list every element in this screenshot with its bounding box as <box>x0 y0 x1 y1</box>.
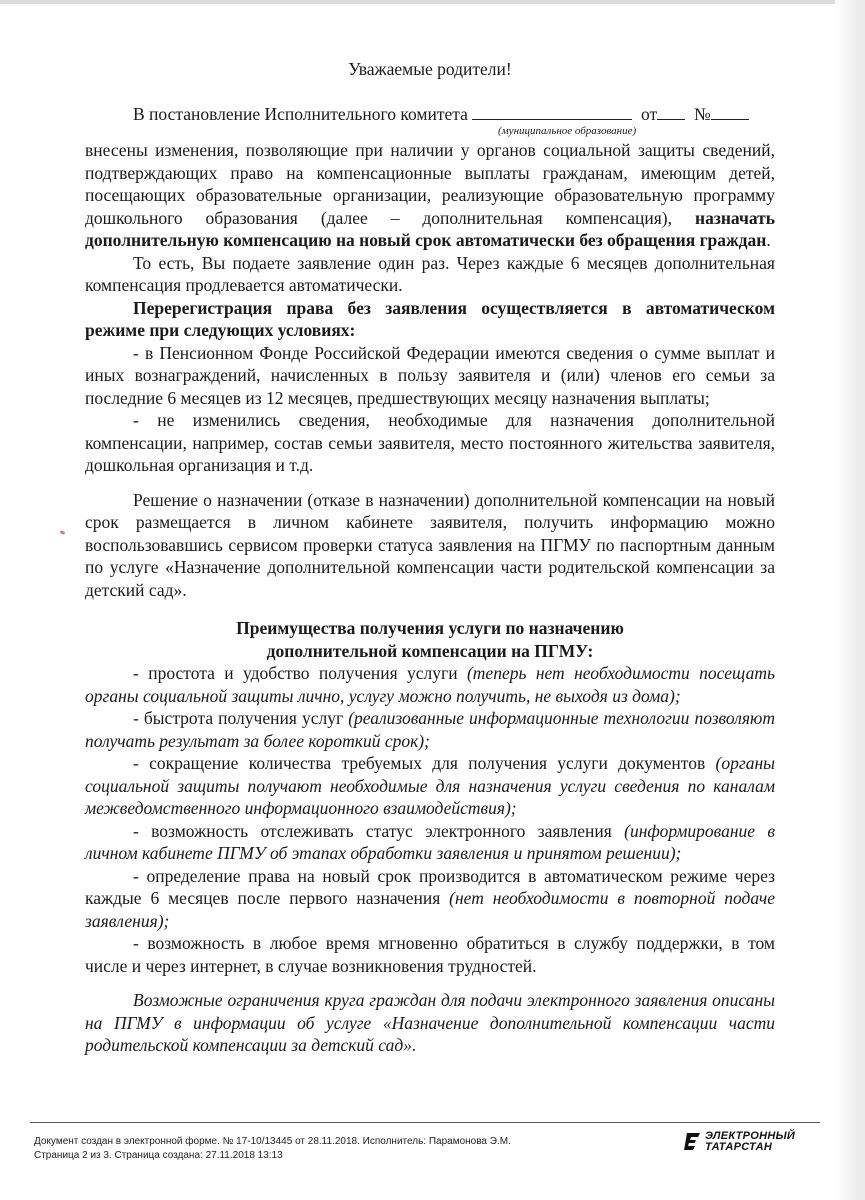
scan-right-edge <box>835 0 865 1200</box>
advantages-heading <box>85 617 775 662</box>
footer-line: Документ создан в электронной форме. № 17-10/13445 от 28.11.2018. Исполнитель: Парамонова Э.М. <box>34 1136 511 1147</box>
intro-continuation: внесены изменения, позволяющие при наличии у органов социальной защиты сведений, подтверждающих право на компенсационные выплаты гражданам, имеющим детей, посещающих образовательные организации, реализующие образовательную программу дошкольного образования (далее – дополнительная компенсация), <box>85 140 775 228</box>
decision-paragraph: Решение о назначении (отказе в назначении) дополнительной компенсации на новый срок размещается в личном кабинете заявителя, получить информацию можно воспользовавшись сервисом проверки статуса заявления на ПГМУ по паспортным данным по услуге «Назначение дополнительной компенсации части родительской компенсации за детский сад». <box>85 489 775 600</box>
advantage-text: - быстрота получения услуг <box>133 708 349 728</box>
ink-mark <box>60 530 66 535</box>
advantage-note: (нет необходимости в повторной подаче заявления); <box>85 888 775 931</box>
advantage-item <box>85 932 775 977</box>
advantage-note: (органы социальной защиты получают необходимые для назначения услуги сведения по каналам межведомственного информационного взаимодействия); <box>85 753 775 818</box>
intro-bold: назначать дополнительную компенсацию на новый срок автоматически без обращения граждан <box>85 207 775 250</box>
advantage-text: - определение права на новый срок производится в автоматическом режиме через каждые 6 месяцев после первого назначения <box>85 865 775 908</box>
footer <box>34 1135 511 1163</box>
logo-text <box>705 1131 795 1153</box>
advantage-item <box>85 707 775 752</box>
intro-first-line <box>85 103 775 137</box>
advantage-note: (информирование в личном кабинете ПГМУ об этапах обработки заявления и принятом решении); <box>85 820 775 863</box>
logo-line: ЭЛЕКТРОННЫЙ <box>705 1130 796 1142</box>
advantage-text: - сокращение количества требуемых для получения услуги документов <box>133 753 716 773</box>
intro-paragraph <box>85 139 775 252</box>
advantage-item <box>85 662 775 707</box>
advantage-text: - возможность в любое время мгновенно обратиться в службу поддержки, в том числе и через интернет, в случае возникновения трудностей. <box>85 933 775 976</box>
letter-body <box>85 58 775 1057</box>
advantage-item <box>85 752 775 820</box>
municipality-blank <box>472 103 632 120</box>
advantage-text: - простота и удобство получения услуги <box>133 663 467 683</box>
advantage-item <box>85 820 775 865</box>
municipality-note: (муниципальное образование) <box>498 124 637 137</box>
number-blank <box>711 103 749 120</box>
paragraph-once: То есть, Вы подаете заявление один раз. Через каждые 6 месяцев дополнительная компенсация продлевается автоматически. <box>85 252 775 295</box>
intro-end: . <box>766 230 771 250</box>
number-label: № <box>693 103 711 124</box>
date-blank <box>657 103 685 120</box>
condition-item: - не изменились сведения, необходимые для назначения дополнительной компенсации, например, состав семьи заявителя, место постоянного жительства заявителя, дошкольная организация и т.д. <box>85 410 775 475</box>
from-label: от <box>641 103 658 124</box>
electronic-tatarstan-logo <box>683 1129 795 1155</box>
footer-divider <box>30 1122 820 1123</box>
intro-lead: В постановление Исполнительного комитета <box>133 103 468 124</box>
reregistration-heading: Перерегистрация права без заявления осуществляется в автоматическом режиме при следующих условиях: <box>85 297 775 340</box>
logo-mark-icon <box>683 1129 703 1155</box>
advantages-heading-line: дополнительной компенсации на ПГМУ: <box>266 640 594 661</box>
advantage-text: - возможность отслеживать статус электронного заявления <box>133 820 625 841</box>
advantage-note: (реализованные информационные технологии позволяют получать результат за более короткий срок); <box>85 708 775 751</box>
scan-top-edge <box>0 0 865 4</box>
advantages-heading-line: Преимущества получения услуги по назначению <box>236 618 624 638</box>
condition-item: - в Пенсионном Фонде Российской Федерации имеются сведения о сумме выплат и иных вознаграждений, начисленных в пользу заявителя и (или) членов его семьи за последние 6 месяцев из 12 месяцев, предшествующих месяцу назначения выплаты; <box>85 342 775 408</box>
advantage-item <box>85 865 775 933</box>
logo-line: ТАТАРСТАН <box>705 1141 773 1153</box>
advantage-note: (теперь нет необходимости посещать органы социальной защиты лично, услугу можно получить, не выходя из дома); <box>85 663 775 706</box>
page-title: Уважаемые родители! <box>348 59 512 79</box>
closing-note: Возможные ограничения круга граждан для подачи электронного заявления описаны на ПГМУ в информации об услуге «Назначение дополнительной компенсации части родительской компенсации за детский сад». <box>85 990 775 1055</box>
footer-line: Страница 2 из 3. Страница создана: 27.11.2018 13:13 <box>34 1150 283 1161</box>
